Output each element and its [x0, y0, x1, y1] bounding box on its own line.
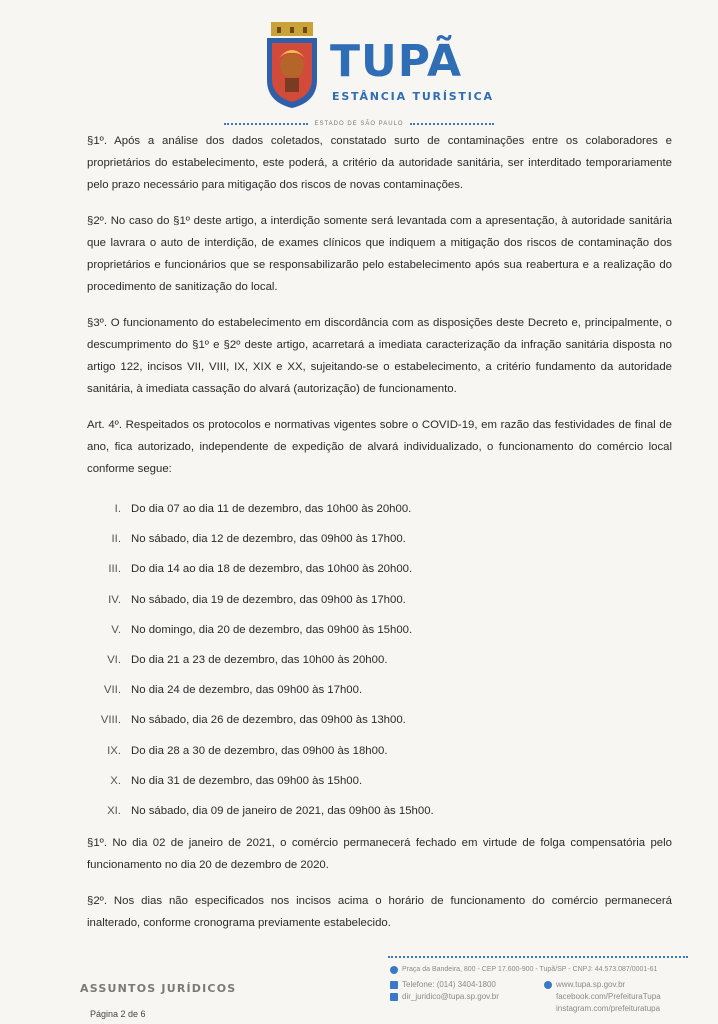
website-text: www.tupa.sp.gov.br [556, 980, 626, 989]
item-number: I. [114, 503, 121, 515]
item-text: No sábado, dia 12 de dezembro, das 09h00 às 17h00. [131, 533, 406, 546]
item-number: IX. [107, 744, 121, 757]
item-text: Do dia 14 ao dia 18 de dezembro, das 10h00 às 20h00. [131, 563, 413, 576]
item-number: IV. [108, 593, 121, 606]
list-item [87, 675, 672, 705]
item-number: VIII. [100, 714, 121, 727]
list-item [87, 736, 672, 766]
mail-icon [390, 993, 398, 1001]
footer-divider [388, 956, 688, 958]
divider-right [410, 123, 494, 125]
item-number: VII. [103, 684, 121, 697]
item-text: No sábado, dia 26 de dezembro, das 09h00 às 13h00. [131, 714, 406, 727]
list-item [87, 645, 672, 675]
state-label: ESTADO DE SÃO PAULO [314, 121, 404, 127]
item-number: XI. [107, 804, 121, 817]
brand-subtitle: ESTÂNCIA TURÍSTICA [332, 90, 494, 103]
item-number: V. [111, 623, 121, 636]
item-text: Do dia 07 ao dia 11 de dezembro, das 10h00 às 20h00. [131, 503, 412, 515]
paragraph-section-3: §3º. O funcionamento do estabelecimento em discordância com as disposições deste Decreto e, principalmente, o descumprimento do §1º e §2º deste artigo, acarretará a imediata caracterização da infração sanitária disposta no artigo 122, incisos VII, VIII, IX, XIX e XX, sujeitando-se o estabelecimento, a critério fundamento da autoridade sanitária, à imediata cassação do alvará (autorização) de funcionamento. [87, 317, 672, 395]
phone-row [390, 979, 690, 991]
footer-contacts [390, 964, 690, 1015]
paragraph-section-1-closing: §1º. No dia 02 de janeiro de 2021, o comércio permanecerá fechado em virtude de folga compensatória pelo funcionamento no dia 20 de dezembro de 2020. [87, 837, 672, 872]
item-text: Do dia 21 a 23 de dezembro, das 10h00 às 20h00. [131, 653, 388, 666]
location-pin-icon [390, 966, 398, 974]
item-text: No sábado, dia 09 de janeiro de 2021, das 09h00 às 15h00. [131, 804, 434, 817]
state-line [224, 117, 494, 131]
list-item [87, 615, 672, 645]
paragraph-section-2: §2º. No caso do §1º deste artigo, a interdição somente será levantada com a apresentação, à autoridade sanitária que lavrara o auto de interdição, de exames clínicos que indiquem a mitigação dos riscos de contaminação dos proprietários e funcionários que se responsabilizarão pelo estabelecimento após sua reabertura e a realização do procedimento de sanitização do local. [87, 215, 672, 293]
list-item [87, 705, 672, 735]
globe-icon [544, 981, 552, 989]
divider-left [224, 123, 308, 125]
paragraph-section-1: §1º. Após a análise dos dados coletados, constatado surto de contaminações entre os colaboradores e proprietários do estabelecimento, este poderá, a critério da autoridade sanitária, ser interditado temporariamente pelo prazo necessário para mitigação dos riscos de novas contaminações. [87, 135, 672, 191]
brand-name: TUPÃ [330, 36, 463, 87]
page-number: Página 2 de 6 [90, 1009, 146, 1019]
facebook-text: facebook.com/PrefeituraTupa [556, 992, 661, 1001]
item-text: No dia 24 de dezembro, das 09h00 às 17h00. [131, 684, 363, 697]
email-row [390, 991, 690, 1003]
list-item [87, 494, 672, 524]
address-row [390, 964, 690, 976]
footer-left [80, 982, 236, 1019]
document-body [87, 130, 672, 948]
department-name: ASSUNTOS JURÍDICOS [80, 982, 237, 995]
email-text: dir_juridico@tupa.sp.gov.br [402, 992, 499, 1001]
paragraph-article-4: Art. 4º. Respeitados os protocolos e normativas vigentes sobre o COVID-19, em razão das festividades de final de ano, fica autorizado, independente de expedição de alvará individualizado, o funcionamento do comércio local conforme segue: [87, 419, 672, 475]
item-text: No sábado, dia 19 de dezembro, das 09h00 às 17h00. [131, 593, 406, 606]
paragraph-section-2-closing: §2º. Nos dias não especificados nos incisos acima o horário de funcionamento do comércio permanecerá inalterado, conforme cronograma previamente estabelecido. [87, 895, 672, 930]
phone-icon [390, 981, 398, 989]
letterhead [0, 18, 718, 130]
item-text: Do dia 28 a 30 de dezembro, das 09h00 às 18h00. [131, 744, 388, 757]
item-text: No domingo, dia 20 de dezembro, das 09h00 às 15h00. [131, 623, 413, 636]
list-item [87, 524, 672, 554]
list-item [87, 554, 672, 584]
schedule-list [87, 494, 672, 826]
item-number: VI. [107, 653, 121, 666]
list-item [87, 796, 672, 826]
item-number: X. [110, 774, 121, 787]
instagram-text: instagram.com/prefeituratupa [556, 1004, 661, 1013]
list-item [87, 585, 672, 615]
city-crest-icon [263, 22, 321, 108]
item-number: II. [111, 533, 121, 546]
list-item [87, 766, 672, 796]
instagram-row [390, 1003, 690, 1015]
item-text: No dia 31 de dezembro, das 09h00 às 15h00. [131, 774, 363, 787]
phone-text: Telefone: (014) 3404-1800 [402, 980, 496, 989]
item-number: III. [108, 563, 121, 576]
address-text: Praça da Bandeira, 800 - CEP 17.600-900 - Tupã/SP - CNPJ: 44.573.087/0001-61 [402, 966, 658, 973]
